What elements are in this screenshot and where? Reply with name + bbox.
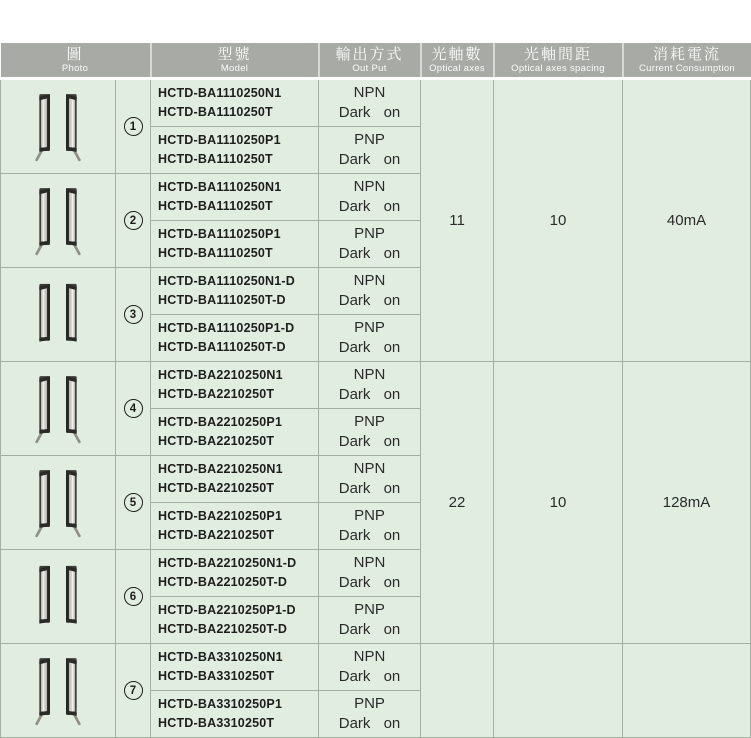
output-mode: Dark on [338,668,401,685]
output-type: NPN [353,178,386,195]
sensor-pair-photo [26,276,90,354]
model-cell [151,174,319,221]
spec-table [0,43,751,738]
model-cell [151,79,319,127]
model-number: HCTD-BA2210250T-D [158,575,288,589]
header-output-en: Out Put [352,62,387,74]
optical-axes-value: 11 [421,79,494,362]
output-type: NPN [353,272,386,289]
output-mode: Dark on [338,574,401,591]
current-consumption-value: 128mA [623,362,751,644]
header-model-en: Model [220,62,249,74]
output-cell [319,174,421,221]
model-cell [151,503,319,550]
output-type: PNP [354,507,385,524]
output-type: PNP [354,413,385,430]
photo-cell [1,174,116,268]
header-cell-optical-axes [421,43,494,79]
model-cell [151,597,319,644]
model-cell [151,409,319,456]
group-index-cell [116,644,151,738]
model-number: HCTD-BA1110250T [158,199,273,213]
output-cell [319,315,421,362]
optical-axes-spacing-value [494,644,623,738]
output-cell [319,79,421,127]
model-number: HCTD-BA2210250T [158,434,275,448]
model-number: HCTD-BA1110250T [158,246,273,260]
header-photo-en: Photo [61,62,89,74]
output-type: PNP [354,319,385,336]
model-cell [151,221,319,268]
header-cell-output [319,43,421,79]
output-mode: Dark on [338,198,401,215]
optical-axes-spacing-value: 10 [494,79,623,362]
output-cell [319,409,421,456]
model-number: HCTD-BA2210250N1 [158,368,283,382]
output-mode: Dark on [338,480,401,497]
group-index-badge: 6 [124,587,143,606]
model-number: HCTD-BA2210250P1 [158,509,283,523]
header-output-zh: 輸出方式 [335,45,404,63]
output-mode: Dark on [338,433,401,450]
optical-axes-value [421,644,494,738]
header-cell-current [623,43,751,79]
sensor-pair-photo [26,370,90,448]
photo-cell [1,79,116,174]
model-number: HCTD-BA1110250P1-D [158,321,295,335]
current-consumption-value: 40mA [623,79,751,362]
output-cell [319,268,421,315]
output-cell [319,503,421,550]
table-row [1,362,751,409]
group-index-cell [116,456,151,550]
header-cell-spacing [494,43,623,79]
model-number: HCTD-BA2210250T [158,387,275,401]
model-cell [151,550,319,597]
output-cell [319,456,421,503]
model-number: HCTD-BA2210250T [158,528,275,542]
group-index-badge: 2 [124,211,143,230]
model-number: HCTD-BA1110250P1 [158,133,281,147]
output-cell [319,644,421,691]
header-model-zh: 型號 [217,45,252,63]
output-cell [319,597,421,644]
group-index-badge: 5 [124,493,143,512]
group-index-badge: 3 [124,305,143,324]
photo-cell [1,644,116,738]
header-cell-model [151,43,319,79]
model-cell [151,127,319,174]
model-number: HCTD-BA1110250P1 [158,227,281,241]
output-type: NPN [353,366,386,383]
sensor-pair-photo [26,652,90,730]
group-index-cell [116,550,151,644]
model-number: HCTD-BA1110250N1-D [158,274,296,288]
photo-cell [1,362,116,456]
output-cell [319,691,421,738]
model-number: HCTD-BA1110250T-D [158,293,286,307]
photo-cell [1,268,116,362]
model-cell [151,315,319,362]
group-index-cell [116,79,151,174]
model-number: HCTD-BA3310250N1 [158,650,283,664]
header-cell-photo [1,43,151,79]
output-mode: Dark on [338,151,401,168]
output-mode: Dark on [338,527,401,544]
model-number: HCTD-BA2210250P1 [158,415,283,429]
model-cell [151,362,319,409]
optical-axes-value: 22 [421,362,494,644]
output-type: NPN [353,460,386,477]
model-number: HCTD-BA1110250T [158,105,273,119]
model-number: HCTD-BA2210250N1 [158,462,283,476]
output-mode: Dark on [338,621,401,638]
output-type: PNP [354,695,385,712]
header-photo-zh: 圖 [66,45,84,63]
output-type: NPN [353,648,386,665]
output-mode: Dark on [338,715,401,732]
output-type: PNP [354,225,385,242]
model-number: HCTD-BA1110250T [158,152,273,166]
output-mode: Dark on [338,104,401,121]
sensor-pair-photo [26,88,90,166]
output-type: NPN [353,84,386,101]
output-mode: Dark on [338,245,401,262]
sensor-pair-photo [26,182,90,260]
model-number: HCTD-BA2210250T-D [158,622,288,636]
model-number: HCTD-BA2210250P1-D [158,603,296,617]
output-cell [319,127,421,174]
output-mode: Dark on [338,292,401,309]
model-number: HCTD-BA2210250T [158,481,275,495]
output-cell [319,362,421,409]
model-number: HCTD-BA1110250N1 [158,86,282,100]
header-optical-axes-en: Optical axes [429,62,485,74]
optical-axes-spacing-value: 10 [494,362,623,644]
output-cell [319,221,421,268]
header-current-zh: 消耗電流 [653,45,722,63]
group-index-badge: 1 [124,117,143,136]
header-current-en: Current Consumption [639,62,736,74]
output-type: PNP [354,131,385,148]
model-cell [151,456,319,503]
header-row [1,43,751,79]
spec-table-region [0,43,750,732]
model-number: HCTD-BA3310250P1 [158,697,283,711]
sensor-pair-photo [26,558,90,636]
group-index-cell [116,268,151,362]
header-optical-axes-zh: 光軸數 [431,45,483,63]
output-type: PNP [354,601,385,618]
model-number: HCTD-BA2210250N1-D [158,556,297,570]
photo-cell [1,550,116,644]
table-row [1,79,751,127]
model-number: HCTD-BA1110250T-D [158,340,286,354]
model-number: HCTD-BA1110250N1 [158,180,282,194]
photo-cell [1,456,116,550]
output-mode: Dark on [338,339,401,356]
output-type: NPN [353,554,386,571]
model-number: HCTD-BA3310250T [158,716,275,730]
model-cell [151,691,319,738]
group-index-badge: 7 [124,681,143,700]
group-index-cell [116,362,151,456]
output-mode: Dark on [338,386,401,403]
group-index-badge: 4 [124,399,143,418]
model-number: HCTD-BA3310250T [158,669,275,683]
header-spacing-en: Optical axes spacing [511,62,605,74]
model-cell [151,268,319,315]
output-cell [319,550,421,597]
model-cell [151,644,319,691]
table-row [1,644,751,691]
group-index-cell [116,174,151,268]
sensor-pair-photo [26,464,90,542]
current-consumption-value [623,644,751,738]
header-spacing-zh: 光軸間距 [524,45,593,63]
